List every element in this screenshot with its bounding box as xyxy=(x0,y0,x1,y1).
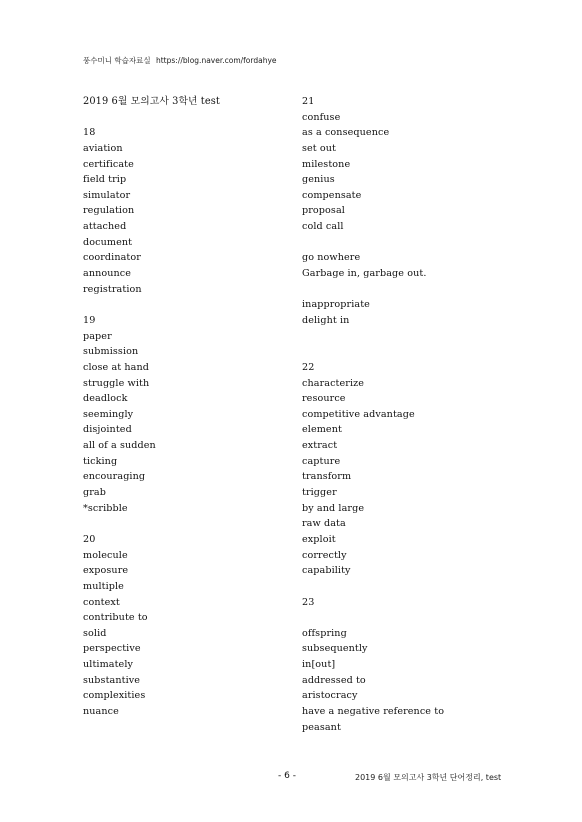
blank-line xyxy=(302,344,444,360)
word-entry: all of a sudden xyxy=(83,440,156,452)
word-entry: ticking xyxy=(83,455,118,467)
left-word-column xyxy=(83,94,220,720)
word-entry: simulator xyxy=(83,189,131,201)
word-entry: milestone xyxy=(302,158,351,170)
word-entry: trigger xyxy=(302,487,337,499)
word-entry: inappropriate xyxy=(302,299,370,311)
word-entry: resource xyxy=(302,393,346,405)
word-entry: attached xyxy=(83,221,127,233)
word-entry: proposal xyxy=(302,205,345,217)
blank-line xyxy=(302,282,444,298)
word-entry: certificate xyxy=(83,158,134,170)
word-entry: struggle with xyxy=(83,377,150,389)
right-word-column xyxy=(302,94,444,735)
word-entry: molecule xyxy=(83,549,128,561)
word-entry: have a negative reference to xyxy=(302,705,445,717)
page-header xyxy=(83,55,277,66)
word-entry: peasant xyxy=(302,721,341,733)
word-entry: encouraging xyxy=(83,471,146,483)
blank-line xyxy=(302,329,444,345)
word-entry: seemingly xyxy=(83,408,134,420)
word-entry: raw data xyxy=(302,518,346,530)
section-number: 20 xyxy=(83,533,96,545)
word-entry: exposure xyxy=(83,565,129,577)
word-entry: document xyxy=(83,236,133,248)
word-entry: subsequently xyxy=(302,643,368,655)
word-entry: genius xyxy=(302,174,335,186)
word-entry: registration xyxy=(83,283,142,295)
word-entry: solid xyxy=(83,627,107,639)
word-entry: close at hand xyxy=(83,361,150,373)
blank-line xyxy=(302,579,444,595)
blank-line xyxy=(83,297,220,313)
word-entry: exploit xyxy=(302,533,336,545)
word-entry: context xyxy=(83,596,120,608)
word-entry: capability xyxy=(302,565,351,577)
word-entry: announce xyxy=(83,268,132,280)
word-entry: grab xyxy=(83,487,106,499)
word-entry: field trip xyxy=(83,174,127,186)
word-entry: correctly xyxy=(302,549,347,561)
word-entry: go nowhere xyxy=(302,252,361,264)
footer-title: 2019 6월 모의고사 3학년 단어정리, test xyxy=(355,773,502,782)
word-entry: addressed to xyxy=(302,674,366,686)
word-entry: coordinator xyxy=(83,252,141,264)
word-entry: aristocracy xyxy=(302,690,358,702)
word-entry: deadlock xyxy=(83,393,128,405)
word-entry: aviation xyxy=(83,142,123,154)
word-entry: *scribble xyxy=(83,502,128,514)
blog-url: https://blog.naver.com/fordahye xyxy=(155,56,277,65)
word-entry: extract xyxy=(302,440,338,452)
word-entry: perspective xyxy=(83,643,141,655)
word-entry: set out xyxy=(302,142,337,154)
word-entry: element xyxy=(302,424,342,436)
word-entry: paper xyxy=(83,330,112,342)
section-number: 18 xyxy=(83,127,96,139)
blank-line xyxy=(83,110,220,126)
section-number: 22 xyxy=(302,361,315,373)
word-entry: compensate xyxy=(302,189,362,201)
page-number: - 6 - xyxy=(278,771,296,781)
word-entry: multiple xyxy=(83,580,124,592)
word-entry: cold call xyxy=(302,221,344,233)
blank-line xyxy=(302,610,444,626)
section-number: 21 xyxy=(302,96,315,107)
word-entry: competitive advantage xyxy=(302,408,415,420)
word-entry: ultimately xyxy=(83,659,134,671)
word-entry: capture xyxy=(302,455,341,467)
blank-line xyxy=(83,516,220,532)
word-entry: as a consequence xyxy=(302,127,390,139)
word-entry: transform xyxy=(302,471,352,483)
word-entry: contribute to xyxy=(83,612,148,624)
word-entry: submission xyxy=(83,346,139,358)
word-entry: in[out] xyxy=(302,659,336,671)
word-entry: complexities xyxy=(83,690,146,702)
blank-line xyxy=(302,235,444,251)
word-entry: disjointed xyxy=(83,424,132,436)
blog-name: 풍수미니 학습자료실 xyxy=(83,56,151,65)
section-number: 23 xyxy=(302,596,315,608)
document-title: 2019 6월 모의고사 3학년 test xyxy=(83,96,220,107)
section-number: 19 xyxy=(83,314,96,326)
word-entry: nuance xyxy=(83,705,119,717)
word-entry: regulation xyxy=(83,205,135,217)
word-entry: Garbage in, garbage out. xyxy=(302,268,427,280)
word-entry: delight in xyxy=(302,314,350,326)
word-entry: substantive xyxy=(83,674,141,686)
word-entry: offspring xyxy=(302,627,347,639)
word-entry: characterize xyxy=(302,377,365,389)
word-entry: by and large xyxy=(302,502,365,514)
word-entry: confuse xyxy=(302,111,341,123)
